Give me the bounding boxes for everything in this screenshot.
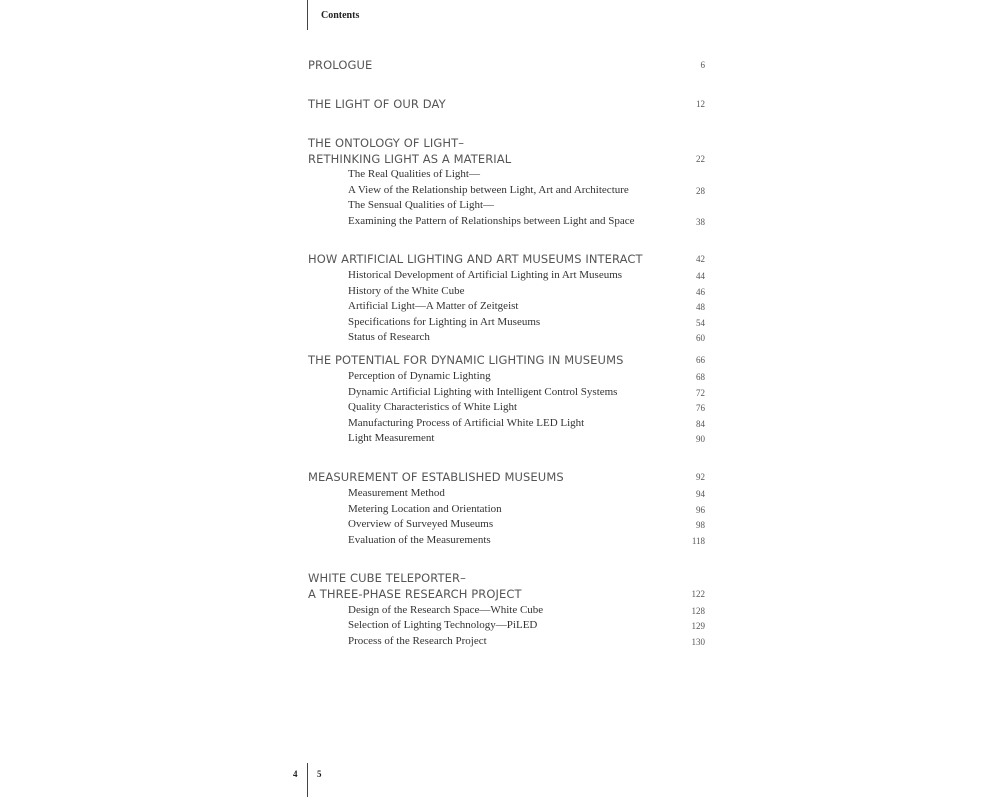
toc-entry-title: Metering Location and Orientation <box>348 503 502 515</box>
toc-entry-page: 90 <box>696 434 705 444</box>
toc-entry-white-cube-teleporter[interactable] <box>308 571 705 587</box>
toc-entry-title: Status of Research <box>348 331 430 343</box>
toc-entry-measurement[interactable] <box>308 470 705 486</box>
toc-entry-title: Overview of Surveyed Museums <box>348 518 494 530</box>
toc-entry-title: History of the White Cube <box>348 285 465 297</box>
toc-subentry[interactable] <box>308 285 705 301</box>
header-divider <box>307 0 308 30</box>
toc-entry-dynamic-lighting[interactable] <box>308 353 705 369</box>
page-title: Contents <box>321 10 360 21</box>
toc-entry-page: 130 <box>691 637 705 647</box>
toc-entry-title: RETHINKING LIGHT AS A MATERIAL <box>308 152 512 166</box>
toc-subentry[interactable] <box>308 386 705 402</box>
toc-entry-page: 42 <box>696 254 705 264</box>
toc-entry-title: A THREE-PHASE RESEARCH PROJECT <box>308 587 522 601</box>
toc-entry-title: Manufacturing Process of Artificial White LED Light <box>348 417 585 429</box>
toc-entry-title: Measurement Method <box>348 487 445 499</box>
toc-entry-page: 76 <box>696 403 705 413</box>
toc-subentry[interactable] <box>308 518 705 534</box>
toc-entry-page: 92 <box>696 472 705 482</box>
toc-entry-title: Evaluation of the Measurements <box>348 534 491 546</box>
toc-subentry[interactable] <box>308 401 705 417</box>
toc-subentry[interactable] <box>308 417 705 433</box>
toc-entry-title: MEASUREMENT OF ESTABLISHED MUSEUMS <box>308 470 564 484</box>
toc-entry-page: 129 <box>691 621 705 631</box>
toc-entry-page: 96 <box>696 505 705 515</box>
toc-entry-three-phase[interactable] <box>308 587 705 603</box>
toc-subentry[interactable] <box>308 168 705 184</box>
toc-entry-title: THE POTENTIAL FOR DYNAMIC LIGHTING IN MUSEUMS <box>308 353 624 367</box>
toc-entry-page: 12 <box>696 99 705 109</box>
toc-entry-page: 6 <box>700 60 705 70</box>
toc-entry-title: Perception of Dynamic Lighting <box>348 370 491 382</box>
toc-subentry[interactable] <box>308 619 705 635</box>
toc-entry-page: 38 <box>696 217 705 227</box>
toc-entry-title: The Sensual Qualities of Light— <box>348 199 495 211</box>
toc-entry-page: 44 <box>696 271 705 281</box>
toc-entry-title: Historical Development of Artificial Lighting in Art Museums <box>348 269 623 281</box>
toc-entry-title: Process of the Research Project <box>348 635 487 647</box>
toc-entry-page: 48 <box>696 302 705 312</box>
toc-entry-title: The Real Qualities of Light— <box>348 168 480 180</box>
toc-subentry[interactable] <box>308 370 705 386</box>
toc-entry-title: A View of the Relationship between Light, Art and Architecture <box>348 184 629 196</box>
toc-subentry[interactable] <box>308 269 705 285</box>
toc-entry-ontology[interactable] <box>308 136 705 152</box>
toc-entry-page: 46 <box>696 287 705 297</box>
toc-subentry[interactable] <box>308 184 705 200</box>
toc-entry-light-of-our-day[interactable] <box>308 97 705 113</box>
toc-entry-title: HOW ARTIFICIAL LIGHTING AND ART MUSEUMS INTERACT <box>308 252 643 266</box>
toc-entry-title: Artificial Light—A Matter of Zeitgeist <box>348 300 519 312</box>
toc-entry-page: 22 <box>696 154 705 164</box>
toc-entry-title: Examining the Pattern of Relationships between Light and Space <box>348 215 635 227</box>
toc-entry-title: Design of the Research Space—White Cube <box>348 604 544 616</box>
toc-entry-title: WHITE CUBE TELEPORTER– <box>308 571 466 585</box>
toc-entry-title: Specifications for Lighting in Art Museums <box>348 316 541 328</box>
toc-entry-title: Selection of Lighting Technology—PiLED <box>348 619 538 631</box>
toc-entry-page: 128 <box>691 606 705 616</box>
toc-entry-page: 98 <box>696 520 705 530</box>
toc-subentry[interactable] <box>308 534 705 550</box>
toc-entry-ontology-cont[interactable] <box>308 152 705 168</box>
toc-entry-page: 122 <box>691 589 705 599</box>
footer-divider <box>307 763 308 797</box>
toc-subentry[interactable] <box>308 487 705 503</box>
toc-entry-page: 118 <box>691 536 705 546</box>
toc-entry-page: 66 <box>696 355 705 365</box>
toc-entry-page: 84 <box>696 419 705 429</box>
page-number-right: 5 <box>317 769 322 779</box>
toc-subentry[interactable] <box>308 316 705 332</box>
toc-entry-title: THE LIGHT OF OUR DAY <box>308 97 446 111</box>
toc-subentry[interactable] <box>308 432 705 448</box>
toc-entry-title: THE ONTOLOGY OF LIGHT– <box>308 136 465 150</box>
toc-entry-page: 72 <box>696 388 705 398</box>
toc-entry-title: Quality Characteristics of White Light <box>348 401 518 413</box>
toc-subentry[interactable] <box>308 635 705 651</box>
toc-entry-page: 60 <box>696 333 705 343</box>
toc-subentry[interactable] <box>308 300 705 316</box>
toc-entry-title: Dynamic Artificial Lighting with Intelligent Control Systems <box>348 386 618 398</box>
toc-entry-page: 94 <box>696 489 705 499</box>
toc-subentry[interactable] <box>308 503 705 519</box>
toc-entry-page: 54 <box>696 318 705 328</box>
toc-entry-page: 68 <box>696 372 705 382</box>
toc-entry-page: 28 <box>696 186 705 196</box>
toc-subentry[interactable] <box>308 199 705 215</box>
toc-entry-artificial-lighting[interactable] <box>308 252 705 268</box>
toc-entry-prologue[interactable] <box>308 58 705 74</box>
page-number-left: 4 <box>293 769 298 779</box>
toc-subentry[interactable] <box>308 215 705 231</box>
toc-entry-title: Light Measurement <box>348 432 435 444</box>
toc-entry-title: PROLOGUE <box>308 58 373 72</box>
toc-subentry[interactable] <box>308 604 705 620</box>
toc-subentry[interactable] <box>308 331 705 347</box>
